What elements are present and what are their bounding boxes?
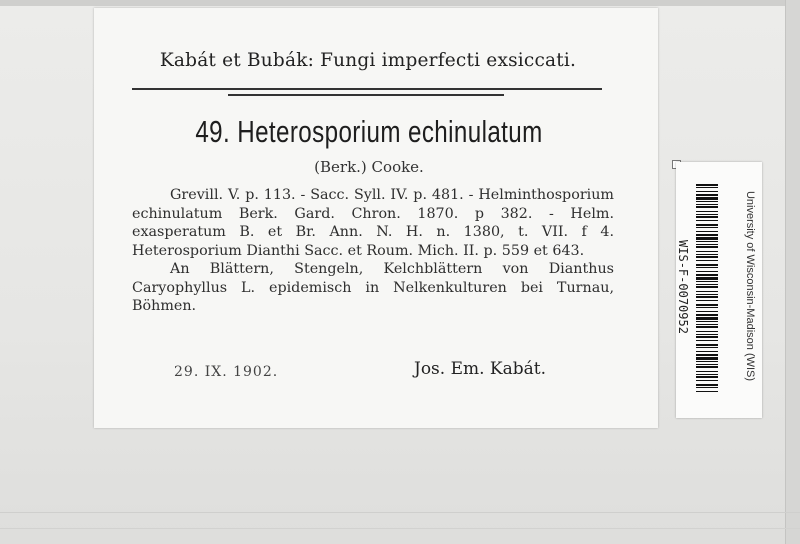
barcode-card: [676, 162, 762, 418]
label-body: [132, 186, 614, 316]
label-header: Kabát et Bubák: Fungi imperfecti exsiccati.: [159, 50, 577, 71]
barcode-image: [696, 184, 718, 394]
sheet-edge-top: [0, 0, 800, 6]
sheet-edge-right: [785, 0, 800, 544]
specimen-label: [94, 8, 658, 428]
species-title: 49. Heterosporium echinulatum: [195, 114, 543, 149]
locality-paragraph: An Blättern, Stengeln, Kelchblättern von Dianthus Caryophyllus L. epidemisch in Nelkenkulturen bei Turnau, Böhmen.: [132, 261, 614, 314]
header-rule-short: [228, 94, 504, 96]
sheet-line: [0, 512, 800, 513]
collection-date: 29. IX. 1902.: [174, 364, 279, 380]
collector-name: Jos. Em. Kabát.: [414, 359, 547, 379]
institution-name: University of Wisconsin-Madison (WIS): [744, 190, 756, 382]
species-author: (Berk.) Cooke.: [314, 158, 424, 176]
header-rule: [132, 88, 602, 90]
barcode-id: WIS-F-0070952: [676, 240, 690, 334]
synonymy-paragraph: Grevill. V. p. 113. - Sacc. Syll. IV. p. 481. - Helminthosporium echinulatum Berk. Gard. Chron. 1870. p 382. - Helm. exasperatum B. et Br. Ann. N. H. n. 1380, t. VII. f 4. Heterosporium Dianthi Sacc. et Roum. Mich. II. p. 559 et 643.: [132, 187, 614, 259]
sheet-line: [0, 528, 800, 529]
